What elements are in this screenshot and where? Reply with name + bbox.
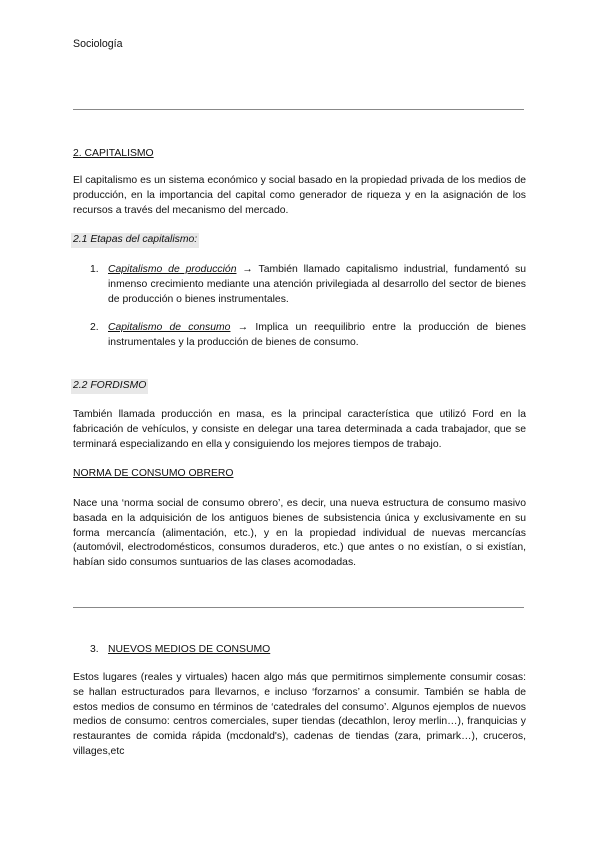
section-3-title: NUEVOS MEDIOS DE CONSUMO bbox=[108, 644, 271, 655]
divider-middle bbox=[73, 607, 524, 608]
section-2-intro: El capitalismo es un sistema económico y social basado en la propiedad privada de los medios de producción, en la importancia del capital como generador de riqueza y en la asignación de los recursos a través del mecanismo del mercado. bbox=[73, 175, 526, 216]
section-3-number: 3. bbox=[90, 644, 99, 655]
section-2-1-title: 2.1 Etapas del capitalismo: bbox=[71, 233, 199, 248]
section-2-title: 2. CAPITALISMO bbox=[73, 148, 154, 159]
list-item-2-term: Capitalismo de consumo bbox=[108, 322, 231, 333]
section-3-title-row bbox=[90, 643, 526, 658]
section-2-2-text: También llamada producción en masa, es la principal característica que utilizó Ford en la fabricación de vehículos, y consiste en delegar una tarea determinada a cada trabajador, que se terminará especializando en ella y consiguiendo los mejores tiempos de trabajo. bbox=[73, 409, 526, 450]
list-item-1-term: Capitalismo de producción bbox=[108, 264, 237, 275]
list-item-1 bbox=[90, 263, 526, 307]
list-item-2-number: 2. bbox=[90, 322, 99, 333]
section-3-text: Estos lugares (reales y virtuales) hacen algo más que permitirnos simplemente consumir cosas: se hallan estructurados para llevarnos, e incluso ‘forzarnos’ a consumir. También se habla de estos medios de consumo en términos de ‘catedrales del consumo’. Algunos ejemplos de nuevos medios de consumo: centros comerciales, super tiendas (decathlon, leroy merlin…), franquicias y restaurantes de comida rápida (mcdonald's), cadenas de tiendas (zara, primark…), cruceros, villages,etc bbox=[73, 672, 526, 757]
divider-top bbox=[73, 109, 524, 110]
section-2-2-title: 2.2 FORDISMO bbox=[71, 379, 148, 394]
list-item-2-text: Implica un reequilibrio entre la producción de bienes instrumentales y la producción de bienes de consumo. bbox=[108, 322, 526, 348]
list-item-2 bbox=[90, 321, 526, 351]
list-item-1-arrow: → bbox=[236, 264, 259, 275]
list-item-2-arrow: → bbox=[230, 322, 256, 333]
section-2-1-title-wrap bbox=[73, 233, 526, 248]
norma-title: NORMA DE CONSUMO OBRERO bbox=[73, 468, 234, 479]
list-item-1-number: 1. bbox=[90, 264, 99, 275]
section-2-2-title-wrap bbox=[73, 379, 526, 394]
header-subject: Sociología bbox=[73, 38, 123, 50]
norma-text: Nace una ‘norma social de consumo obrero’, es decir, una nueva estructura de consumo masivo basada en la adquisición de los antiguos bienes de subsistencia única y exclusivamente en su forma mercancía (alimentación, etc.), y en la propiedad individual de nuevas mercancías (automóvil, electrodomésticos, consumos duraderos, etc.) que antes o no existían, o si existían, habían sido consumos suntuarios de las clases acomodadas. bbox=[73, 498, 526, 569]
list-item-1-text: También llamado capitalismo industrial, fundamentó su inmenso crecimiento mediante una atención privilegiada al desarrollo del sector de bienes de producción o bienes instrumentales. bbox=[108, 264, 526, 305]
